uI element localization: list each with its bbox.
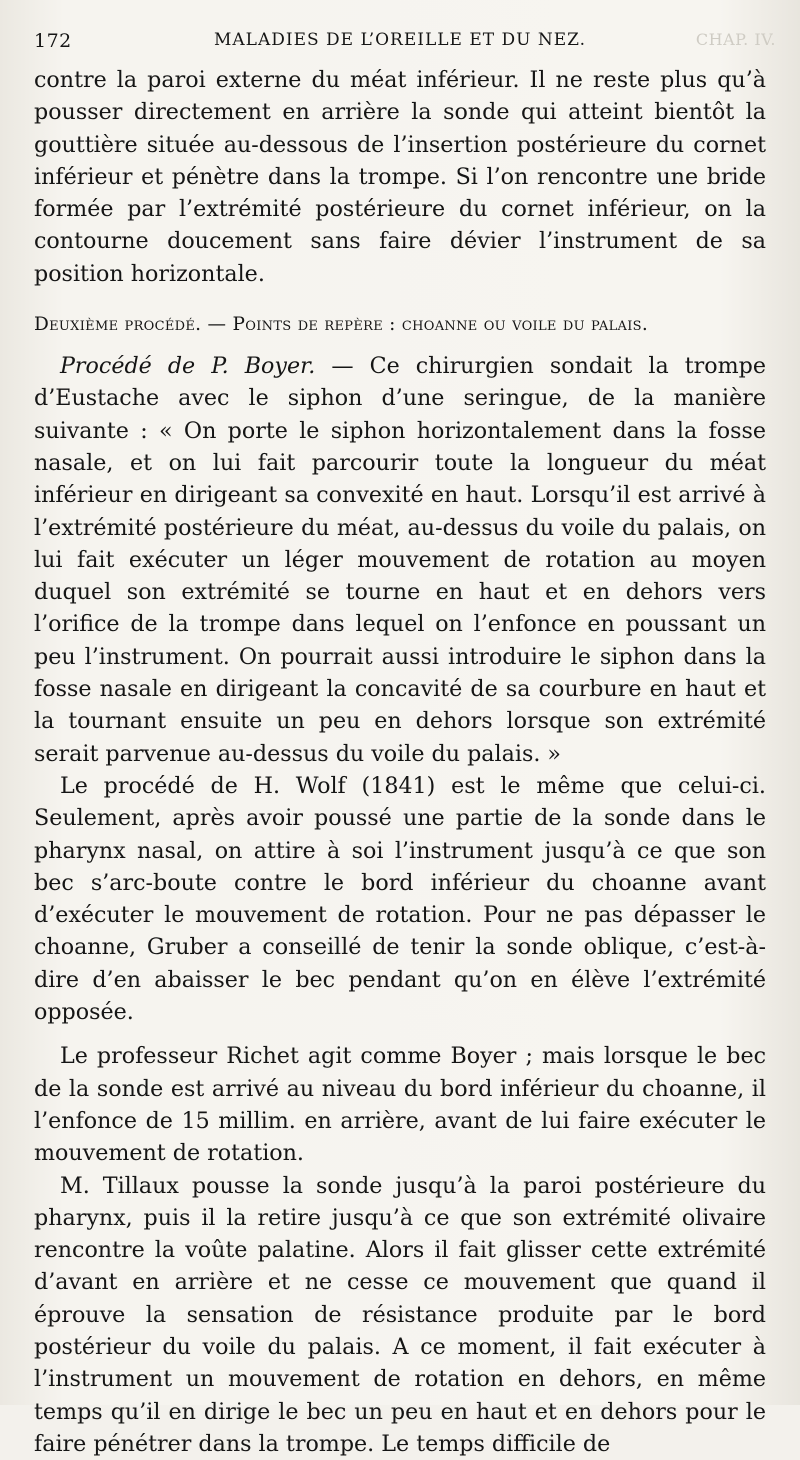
page-number: 172 [34,30,72,52]
running-title: MALADIES DE L’OREILLE ET DU NEZ. [214,30,586,50]
paragraph-tillaux: M. Tillaux pousse la sonde jusqu’à la paroi postérieure du pharynx, puis il la retire jusqu’à ce que son extrémité olivaire rencontre la voûte palatine. Alors il fait glisser cette extrémité d’avant en arrière et ne cesse ce mouvement que quand il éprouve la sensation de résistance produite par le bord postérieur du voile du palais. A ce moment, il fait exécuter à l’instrument un mouvement de rotation en dehors, en même temps qu’il en dirige le bec un peu en haut et en dehors pour le faire pénétrer dans la trompe. Le temps difficile de [34,1170,766,1460]
paragraph-richet: Le professeur Richet agit comme Boyer ; mais lorsque le bec de la sonde est arrivé au niveau du bord inférieur du choanne, il l’enfonce de 15 millim. en arrière, avant de lui faire exécuter le mouvement de rotation. [34,1040,766,1169]
paragraph-wolf: Le procédé de H. Wolf (1841) est le même que celui-ci. Seulement, après avoir poussé une partie de la sonde dans le pharynx nasal, on attire à soi l’instrument jusqu’à ce que son bec s’arc-boute contre le bord inférieur du choanne avant d’exécuter le mouvement de rotation. Pour ne pas dépasser le choanne, Gruber a conseillé de tenir la sonde oblique, c’est-à-dire d’en abaisser le bec pendant qu’on en élève l’extrémité opposée. [34,770,766,1028]
paragraph-text: — Ce chirurgien sondait la trompe d’Eustache avec le siphon d’une seringue, de la manière suivante : « On porte le siphon horizontalement dans la fosse nasale, et on lui fait parcourir toute la longueur du méat inférieur en dirigeant sa convexité en haut. Lorsqu’il est arrivé à l’extrémité postérieure du méat, au-dessus du voile du palais, on lui fait exécuter un léger mouvement de rotation au moyen duquel son extrémité se tourne en haut et en dehors vers l’orifice de la trompe dans lequel on l’enfonce en poussant un peu l’instrument. On pourrait aussi introduire le siphon dans la fosse nasale en dirigeant la concavité de sa courbure en haut et la tournant ensuite un peu en dehors lorsque son extrémité serait parvenue au-dessus du voile du palais. » [34,353,766,767]
page-body [34,64,766,1460]
page-header [34,30,776,58]
bleed-through-text: CHAP. IV. [696,30,776,49]
paragraph-boyer [34,350,766,770]
section-heading: Deuxième procédé. — Points de repère : choanne ou voile du palais. [34,310,766,340]
paragraph-lead-italic: Procédé de P. Boyer. [60,353,315,379]
paragraph-continuation: contre la paroi externe du méat inférieur. Il ne reste plus qu’à pousser directement en arrière la sonde qui atteint bientôt la gouttière située au-dessous de l’insertion postérieure du cornet inférieur et pénètre dans la trompe. Si l’on rencontre une bride formée par l’extrémité postérieure du cornet inférieur, on la contourne doucement sans faire dévier l’instrument de sa position horizontale. [34,64,766,290]
